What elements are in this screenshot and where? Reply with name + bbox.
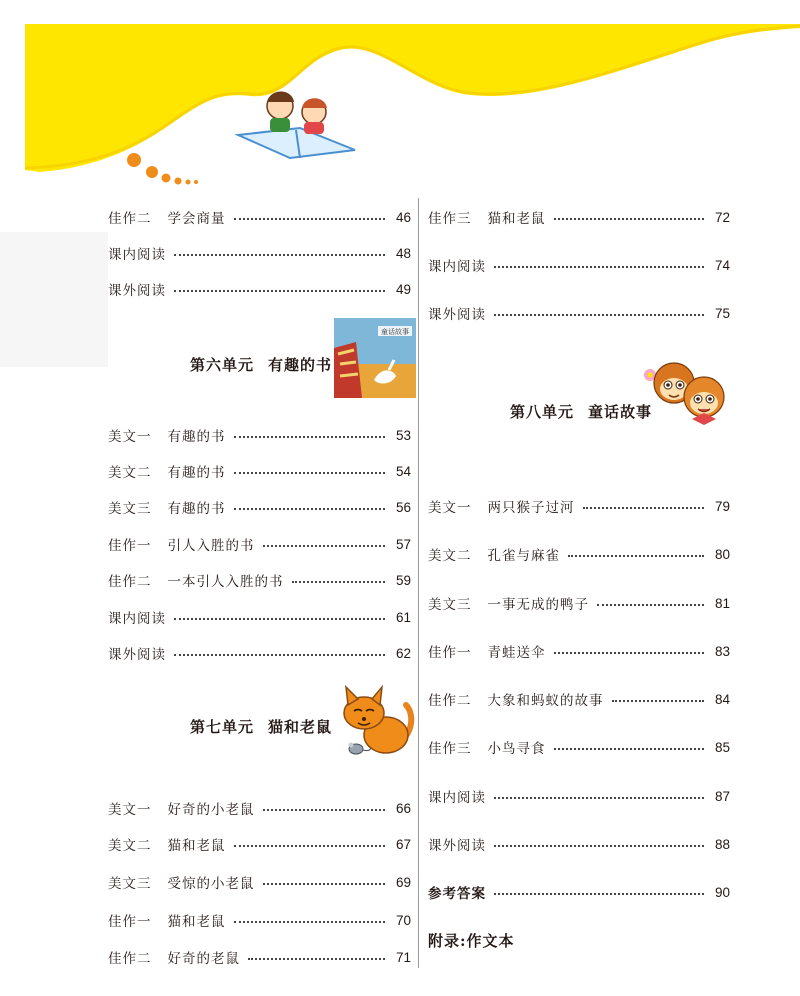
entry-tag: 佳作二 [428, 693, 472, 709]
dot-leader [554, 652, 705, 654]
column-divider [418, 198, 419, 968]
dot-leader [174, 290, 385, 292]
entry-tag: 美文二 [108, 838, 152, 854]
toc-entry[interactable] [108, 534, 411, 554]
entry-title: 好奇的老鼠 [167, 951, 240, 967]
toc-entry[interactable] [108, 872, 411, 892]
entry-tag: 美文三 [108, 501, 152, 517]
entry-tag: 佳作一 [108, 538, 152, 554]
toc-entry[interactable] [428, 689, 730, 709]
dot-leader [234, 921, 386, 923]
toc-entry[interactable] [428, 496, 730, 516]
entry-title: 好奇的小老鼠 [167, 802, 255, 818]
entry-page: 72 [714, 209, 730, 225]
dot-leader [494, 893, 704, 895]
entry-tag: 美文二 [428, 548, 472, 564]
entry-tag: 美文一 [108, 802, 152, 818]
entry-title: 大象和蚂蚁的故事 [487, 693, 604, 709]
unit-number: 第八单元 [510, 403, 575, 421]
entry-page: 48 [395, 245, 411, 261]
entry-title: 有趣的书 [167, 501, 226, 517]
entry-title: 孔雀与麻雀 [487, 548, 560, 564]
dot-leader [234, 845, 386, 847]
toc-entry-answers[interactable] [428, 882, 730, 902]
entry-page: 79 [714, 498, 730, 514]
unit-heading [190, 354, 332, 375]
dot-leader [263, 809, 386, 811]
dot-leader [292, 581, 386, 583]
entry-title: 两只猴子过河 [487, 500, 575, 516]
toc-entry[interactable] [108, 607, 411, 627]
entry-tag: 佳作一 [428, 645, 472, 661]
entry-tag: 课外阅读 [108, 647, 166, 663]
dot-leader [263, 545, 386, 547]
dot-leader [494, 797, 704, 799]
dot-leader [494, 266, 704, 268]
toc-entry[interactable] [108, 643, 411, 663]
unit-heading [190, 716, 332, 737]
entry-page: 69 [395, 874, 411, 890]
dot-leader [583, 507, 705, 509]
toc-entry[interactable] [108, 910, 411, 930]
entry-page: 54 [395, 463, 411, 479]
entry-title: 猫和老鼠 [487, 211, 546, 227]
entry-page: 88 [714, 836, 730, 852]
entry-page: 83 [714, 643, 730, 659]
entry-title: 猫和老鼠 [167, 838, 226, 854]
dot-leader [174, 254, 385, 256]
entry-page: 49 [395, 281, 411, 297]
entry-tag: 参考答案 [428, 886, 486, 902]
toc-entry[interactable] [108, 207, 411, 227]
dot-leader [234, 436, 386, 438]
storybook-illustration [334, 318, 416, 402]
toc-entry[interactable] [428, 834, 730, 854]
entry-tag: 课外阅读 [108, 283, 166, 299]
unit-title: 有趣的书 [268, 356, 333, 374]
entry-page: 61 [395, 609, 411, 625]
entry-title: 一事无成的鸭子 [487, 597, 589, 613]
entry-title: 青蛙送伞 [487, 645, 546, 661]
toc-entry[interactable] [428, 641, 730, 661]
entry-page: 87 [714, 788, 730, 804]
dot-leader [174, 654, 385, 656]
entry-tag: 佳作二 [108, 211, 152, 227]
toc-entry[interactable] [428, 255, 730, 275]
toc-entry[interactable] [108, 279, 411, 299]
toc-entry[interactable] [428, 544, 730, 564]
dot-leader [494, 845, 704, 847]
entry-page: 85 [714, 739, 730, 755]
unit-heading [510, 401, 652, 422]
entry-page: 75 [714, 305, 730, 321]
entry-tag: 课外阅读 [428, 838, 486, 854]
dot-leader [234, 218, 386, 220]
dot-leader [234, 472, 386, 474]
margin-shade [0, 232, 108, 367]
entry-page: 81 [714, 595, 730, 611]
entry-tag: 课内阅读 [108, 247, 166, 263]
toc-entry[interactable] [428, 786, 730, 806]
toc-entry[interactable] [428, 593, 730, 613]
entry-page: 62 [395, 645, 411, 661]
unit-title: 童话故事 [588, 403, 653, 421]
toc-entry[interactable] [428, 207, 730, 227]
entry-tag: 课外阅读 [428, 307, 486, 323]
dot-leader [554, 218, 705, 220]
entry-page: 80 [714, 546, 730, 562]
entry-page: 59 [395, 572, 411, 588]
entry-page: 56 [395, 499, 411, 515]
entry-tag: 课内阅读 [108, 611, 166, 627]
entry-title: 小鸟寻食 [487, 741, 546, 757]
entry-title: 一本引人入胜的书 [167, 574, 284, 590]
entry-tag: 佳作二 [108, 574, 152, 590]
entry-page: 46 [395, 209, 411, 225]
entry-title: 有趣的书 [167, 429, 226, 445]
toc-entry[interactable] [108, 798, 411, 818]
dot-leader [248, 958, 385, 960]
entry-title: 引人入胜的书 [167, 538, 255, 554]
entry-page: 71 [395, 949, 411, 965]
cat-illustration [336, 683, 416, 763]
toc-entry[interactable] [428, 737, 730, 757]
entry-tag: 佳作二 [108, 951, 152, 967]
toc-entry[interactable] [108, 461, 411, 481]
entry-page: 57 [395, 536, 411, 552]
dot-leader [494, 314, 704, 316]
toc-entry[interactable] [108, 947, 411, 967]
entry-title: 受惊的小老鼠 [167, 876, 255, 892]
toc-entry[interactable] [108, 497, 411, 517]
entry-tag: 课内阅读 [428, 259, 486, 275]
toc-entry[interactable] [108, 425, 411, 445]
entry-page: 67 [395, 836, 411, 852]
dot-leader [568, 555, 704, 557]
dot-leader [263, 883, 386, 885]
entry-tag: 美文三 [428, 597, 472, 613]
toc-entry[interactable] [108, 243, 411, 263]
header-banner [0, 0, 800, 190]
entry-page: 84 [714, 691, 730, 707]
entry-title: 学会商量 [167, 211, 226, 227]
entry-title: 猫和老鼠 [167, 914, 226, 930]
entry-page: 90 [714, 884, 730, 900]
entry-tag: 佳作一 [108, 914, 152, 930]
book-label: 童话故事 [381, 328, 409, 336]
dot-leader [234, 508, 386, 510]
dot-leader [554, 748, 705, 750]
entry-page: 70 [395, 912, 411, 928]
entry-tag: 美文三 [108, 876, 152, 892]
monkeys-illustration [640, 355, 732, 433]
entry-tag: 佳作三 [428, 211, 472, 227]
entry-page: 66 [395, 800, 411, 816]
entry-tag: 佳作三 [428, 741, 472, 757]
toc-entry[interactable] [428, 303, 730, 323]
dot-leader [597, 604, 704, 606]
entry-tag: 美文一 [428, 500, 472, 516]
entry-tag: 课内阅读 [428, 790, 486, 806]
entry-page: 53 [395, 427, 411, 443]
entry-tag: 美文一 [108, 429, 152, 445]
toc-entry[interactable] [108, 834, 411, 854]
entry-tag: 美文二 [108, 465, 152, 481]
toc-entry[interactable] [108, 570, 411, 590]
entry-title: 有趣的书 [167, 465, 226, 481]
unit-number: 第七单元 [190, 718, 255, 736]
unit-title: 猫和老鼠 [268, 718, 333, 736]
unit-number: 第六单元 [190, 356, 255, 374]
entry-page: 74 [714, 257, 730, 273]
appendix-heading[interactable]: 附录:作文本 [428, 932, 515, 950]
dot-leader [612, 700, 705, 702]
dot-leader [174, 618, 385, 620]
